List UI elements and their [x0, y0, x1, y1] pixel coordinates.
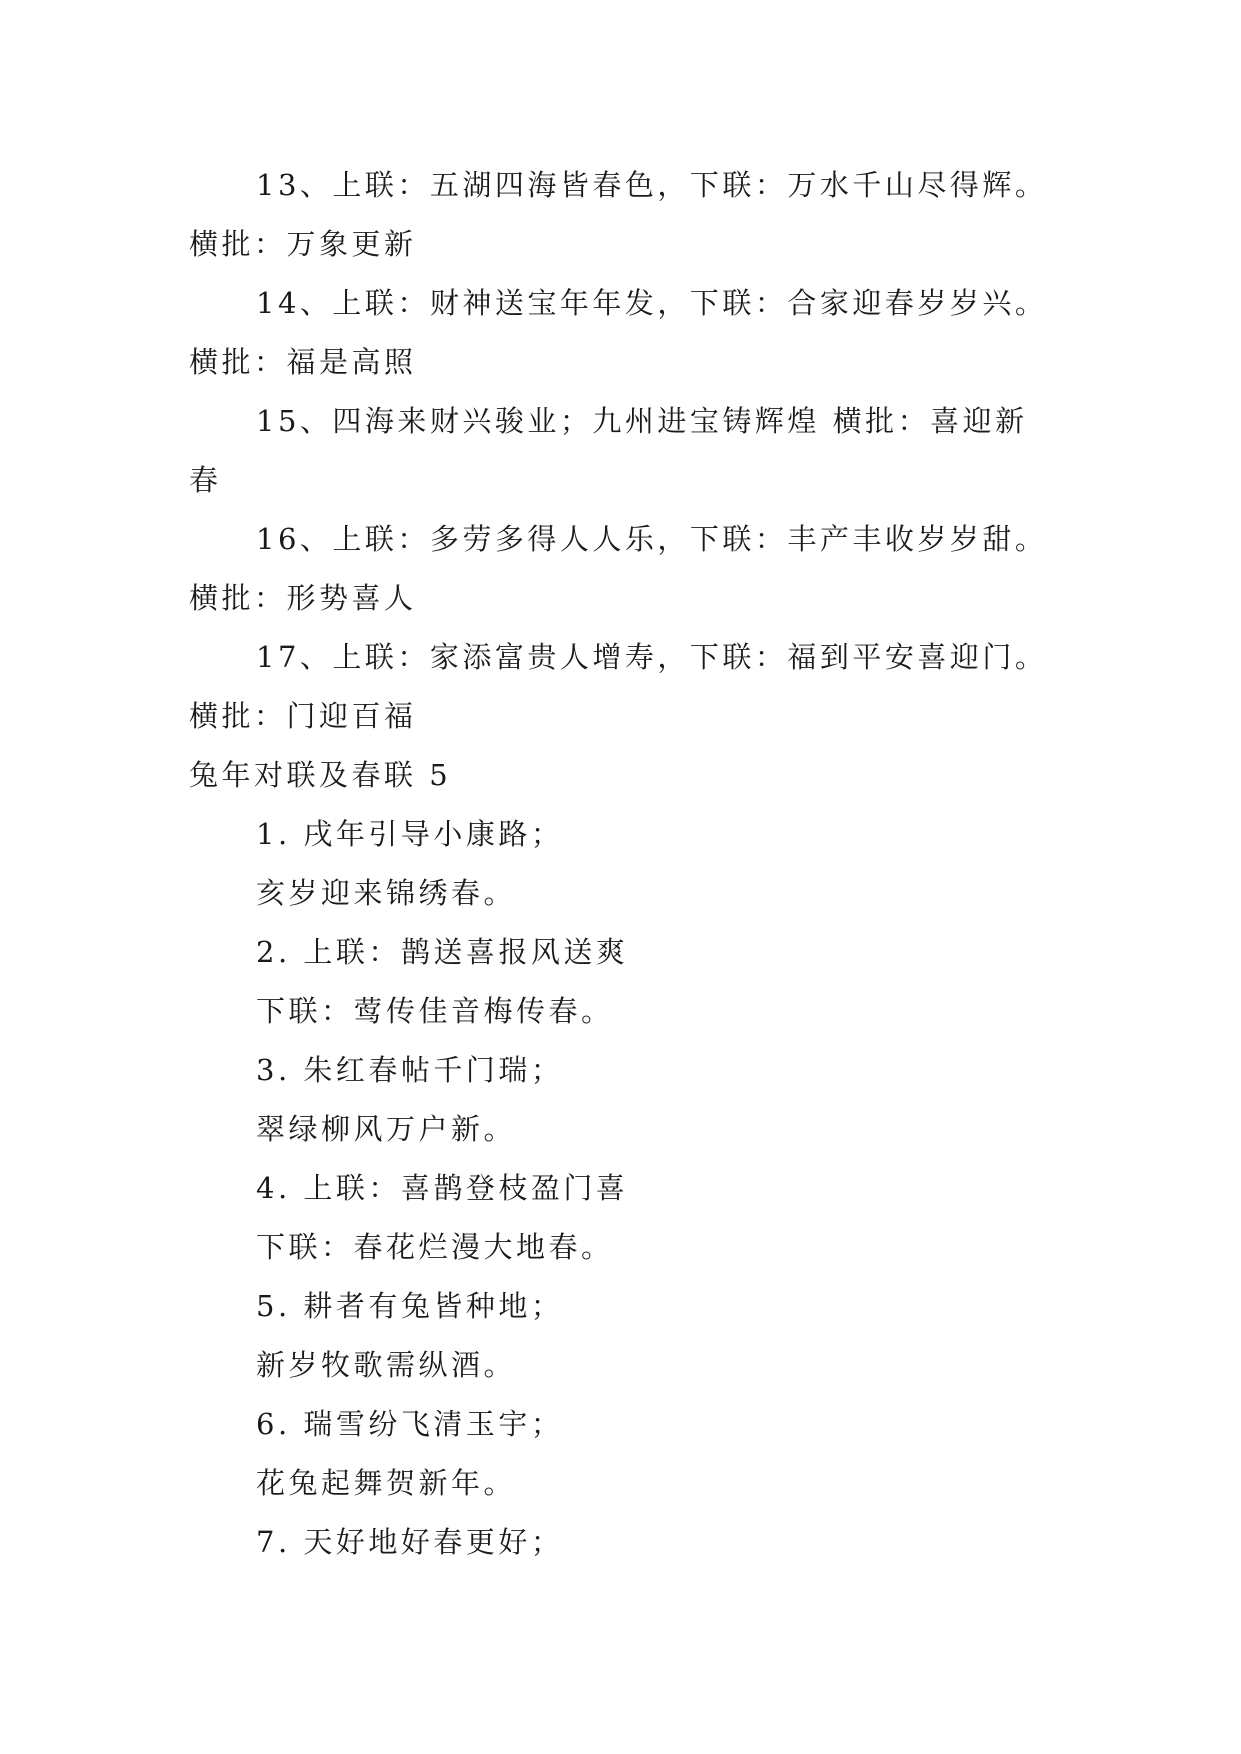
item-5-lower: 新岁牧歌需纵酒。	[256, 1348, 517, 1382]
couplet-14-horizontal: 横批：福是高照	[189, 345, 417, 379]
item-6-upper: 6. 瑞雪纷飞清玉宇；	[256, 1407, 564, 1441]
section-heading: 兔年对联及春联 5	[189, 758, 452, 792]
item-2-lower: 下联：莺传佳音梅传春。	[256, 994, 614, 1028]
item-4-upper: 4. 上联：喜鹊登枝盈门喜	[256, 1171, 629, 1205]
couplet-13-line: 13、上联：五湖四海皆春色，下联：万水千山尽得辉。	[256, 168, 1048, 202]
item-3-upper: 3. 朱红春帖千门瑞；	[256, 1053, 564, 1087]
item-1-lower: 亥岁迎来锦绣春。	[256, 876, 517, 910]
couplet-15-wrap: 春	[189, 463, 222, 497]
item-2-upper: 2. 上联：鹊送喜报风送爽	[256, 935, 629, 969]
couplet-16-horizontal: 横批：形势喜人	[189, 581, 417, 615]
couplet-17-line: 17、上联：家添富贵人增寿，下联：福到平安喜迎门。	[256, 640, 1048, 674]
item-3-lower: 翠绿柳风万户新。	[256, 1112, 517, 1146]
couplet-14-line: 14、上联：财神送宝年年发，下联：合家迎春岁岁兴。	[256, 286, 1048, 320]
item-5-upper: 5. 耕者有兔皆种地；	[256, 1289, 564, 1323]
couplet-13-horizontal: 横批：万象更新	[189, 227, 417, 261]
item-6-lower: 花兔起舞贺新年。	[256, 1466, 517, 1500]
couplet-16-line: 16、上联：多劳多得人人乐，下联：丰产丰收岁岁甜。	[256, 522, 1048, 556]
item-1-upper: 1. 戌年引导小康路；	[256, 817, 564, 851]
item-4-lower: 下联：春花烂漫大地春。	[256, 1230, 614, 1264]
couplet-15-line: 15、四海来财兴骏业；九州进宝铸辉煌 横批：喜迎新	[256, 404, 1028, 438]
couplet-17-horizontal: 横批：门迎百福	[189, 699, 417, 733]
item-7-upper: 7. 天好地好春更好；	[256, 1525, 564, 1559]
